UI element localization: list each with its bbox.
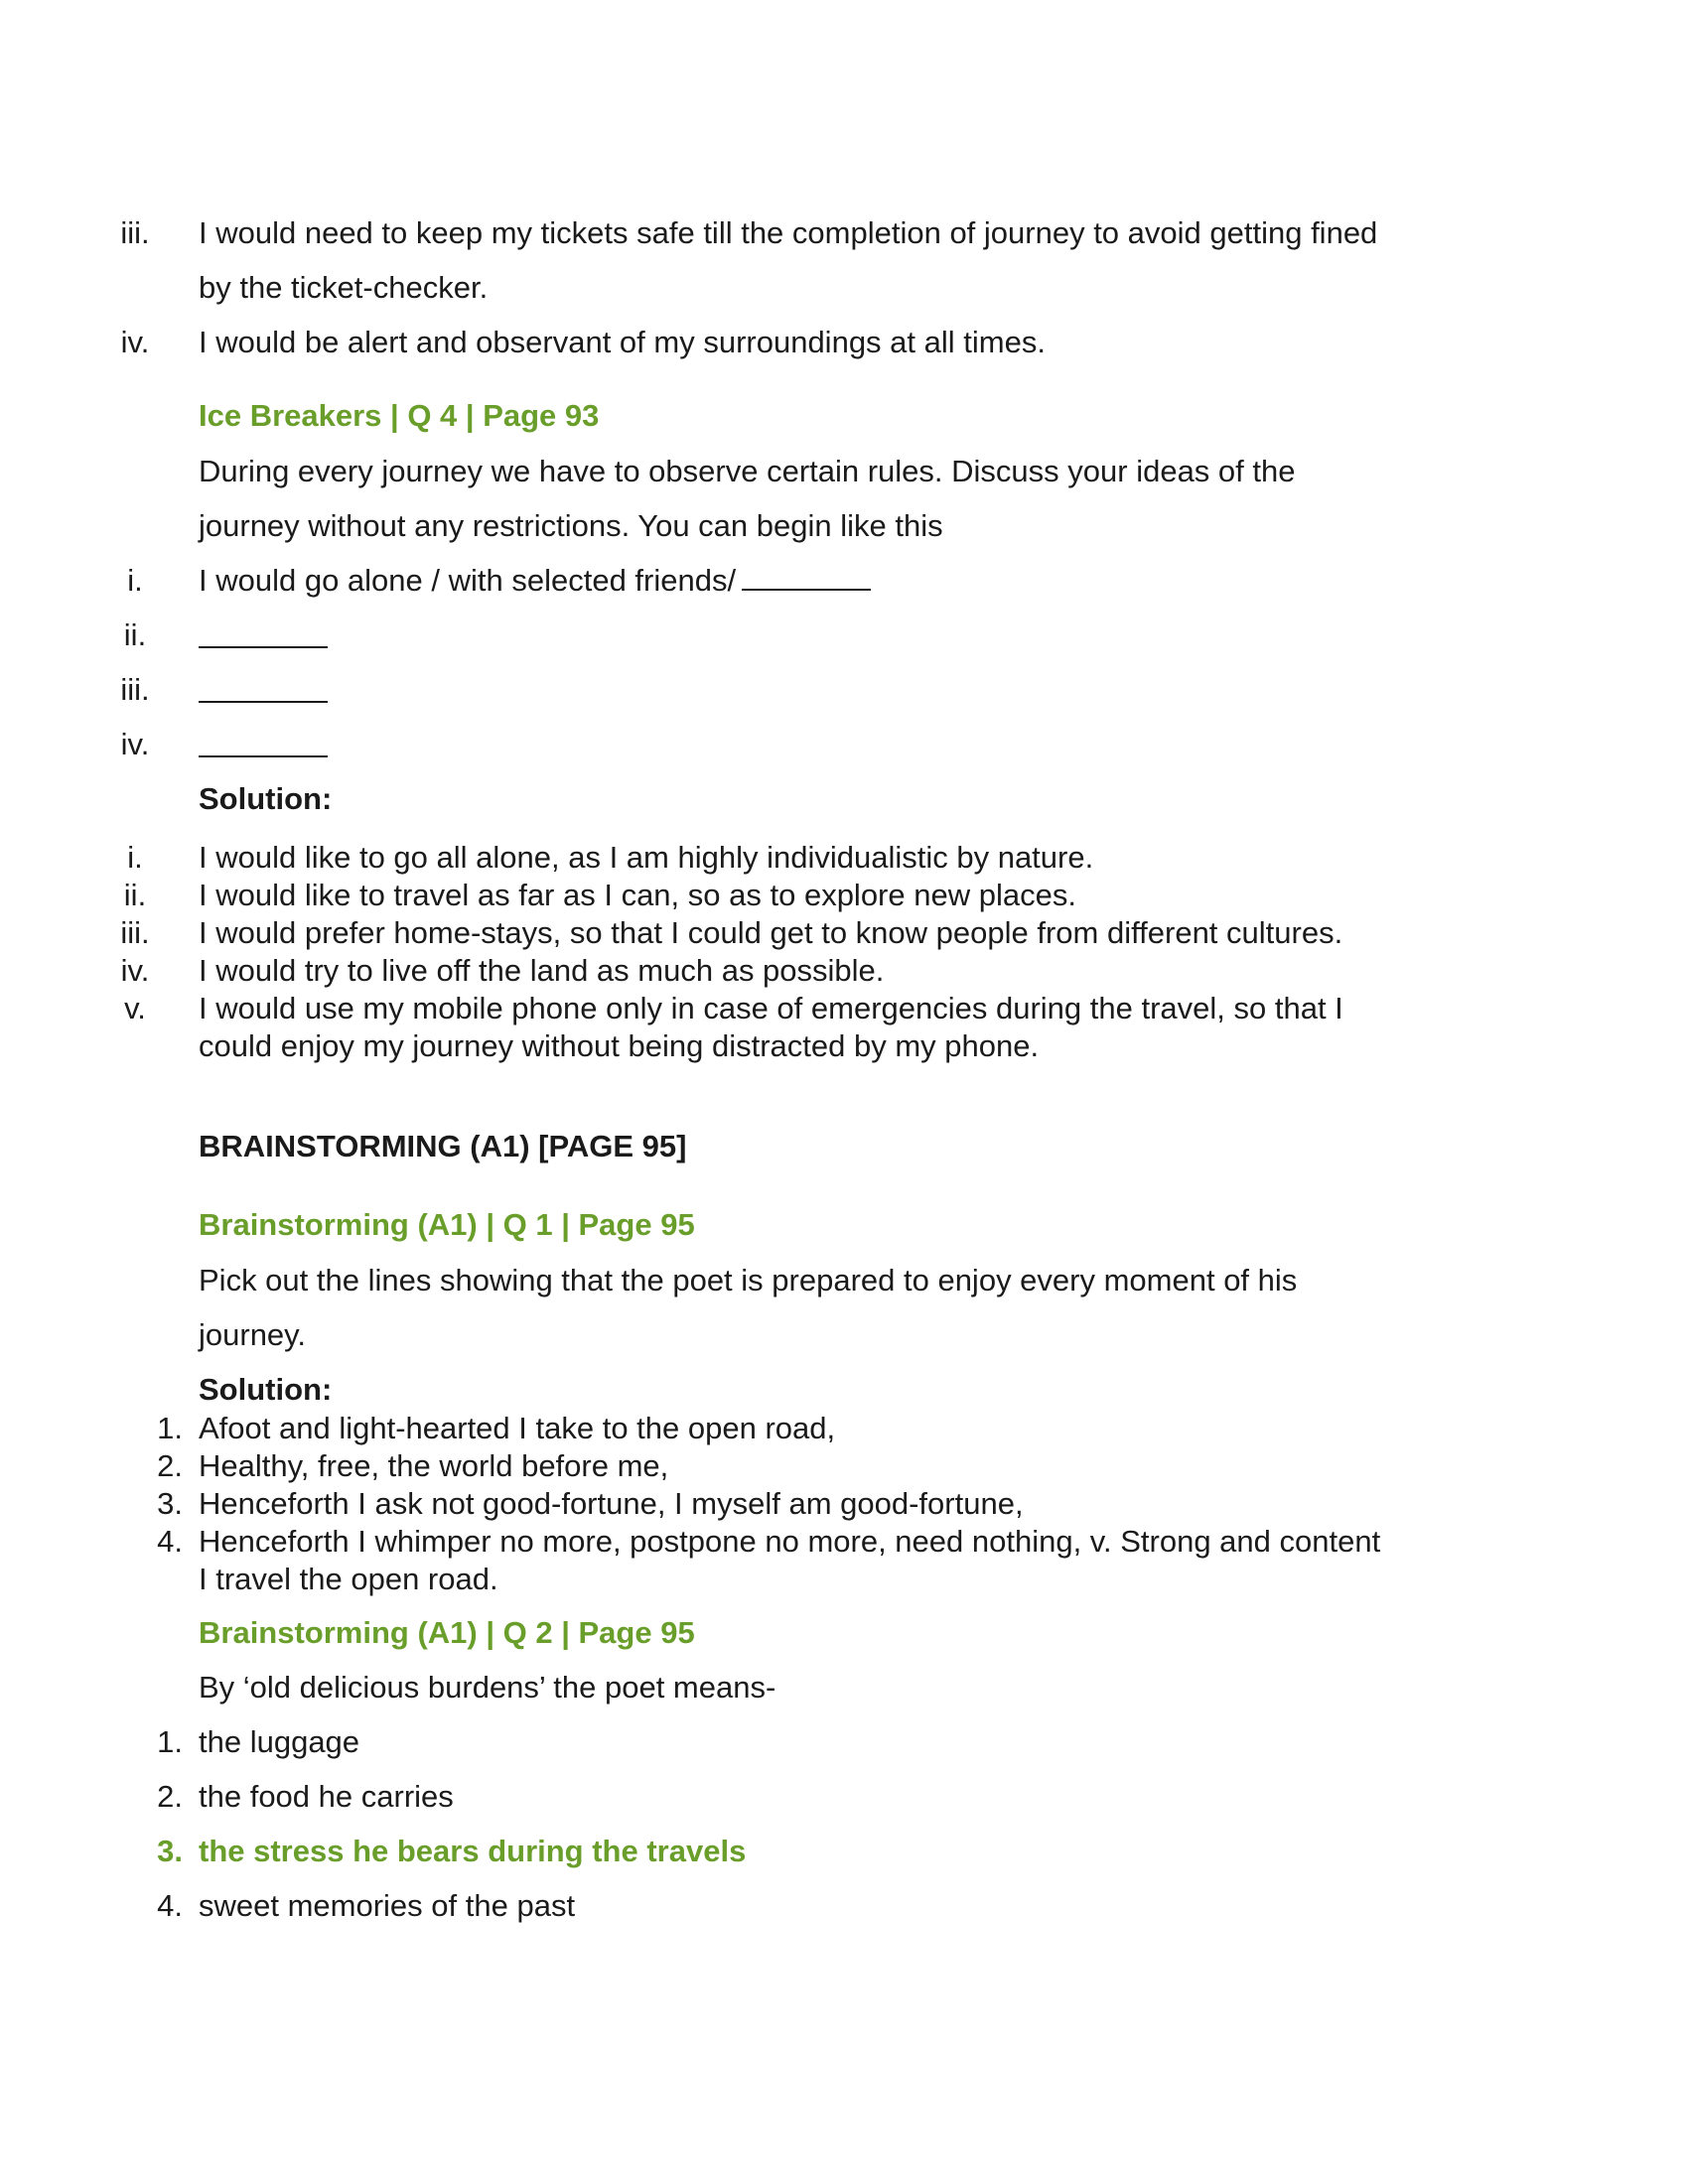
question-prompt-continued: journey without any restrictions. You can begin like this (199, 508, 943, 543)
option-text: sweet memories of the past (199, 1888, 576, 1923)
list-number: iii. (120, 915, 150, 950)
option-number: 4. (157, 1888, 183, 1923)
fill-blank (199, 671, 328, 703)
list-number: iv. (120, 953, 150, 988)
prompt-item-text: I would go alone / with selected friends/ (199, 563, 737, 598)
list-item-text-continued: by the ticket-checker. (199, 270, 489, 305)
prompt-item (199, 726, 1489, 766)
solution-label: Solution: (199, 1372, 333, 1407)
list-number: 3. (157, 1486, 183, 1521)
correct-option-number: 3. (157, 1834, 183, 1868)
list-number: ii. (123, 617, 147, 652)
solution-item: Healthy, free, the world before me, (199, 1448, 669, 1483)
correct-option-text: the stress he bears during the travels (199, 1834, 747, 1868)
solution-item: I would try to live off the land as much as possible. (199, 953, 885, 988)
prompt-item (199, 562, 1489, 600)
solution-item: Afoot and light-hearted I take to the open road, (199, 1411, 836, 1445)
question-heading: Ice Breakers | Q 4 | Page 93 (199, 398, 600, 433)
solution-item: I would prefer home-stays, so that I could get to know people from different cultures. (199, 915, 1343, 950)
option-text: the luggage (199, 1724, 360, 1759)
question-heading: Brainstorming (A1) | Q 2 | Page 95 (199, 1615, 695, 1650)
list-number: 2. (157, 1448, 183, 1483)
fill-blank (199, 726, 328, 757)
list-number: i. (127, 563, 143, 598)
list-item-text: I would be alert and observant of my surroundings at all times. (199, 325, 1046, 359)
solution-item: I would use my mobile phone only in case of emergencies during the travel, so that I (199, 991, 1343, 1025)
solution-label: Solution: (199, 781, 333, 816)
list-item-text: I would need to keep my tickets safe till the completion of journey to avoid getting fined (199, 215, 1378, 250)
section-heading: BRAINSTORMING (A1) [PAGE 95] (199, 1129, 687, 1163)
prompt-item (199, 671, 1489, 712)
solution-item-continued: I travel the open road. (199, 1562, 498, 1596)
option-number: 1. (157, 1724, 183, 1759)
solution-item: I would like to travel as far as I can, so as to explore new places. (199, 878, 1076, 912)
list-number: iv. (120, 325, 150, 359)
question-prompt: During every journey we have to observe certain rules. Discuss your ideas of the (199, 454, 1296, 488)
question-heading: Brainstorming (A1) | Q 1 | Page 95 (199, 1207, 695, 1242)
solution-item: Henceforth I whimper no more, postpone no more, need nothing, v. Strong and content (199, 1524, 1381, 1559)
fill-blank (199, 616, 328, 648)
solution-item: Henceforth I ask not good-fortune, I myself am good-fortune, (199, 1486, 1024, 1521)
solution-item: I would like to go all alone, as I am highly individualistic by nature. (199, 840, 1094, 875)
list-number: iv. (120, 727, 150, 761)
question-prompt: By ‘old delicious burdens’ the poet means- (199, 1670, 776, 1705)
solution-item-continued: could enjoy my journey without being distracted by my phone. (199, 1028, 1040, 1063)
option-number: 2. (157, 1779, 183, 1814)
list-number: 1. (157, 1411, 183, 1445)
list-number: 4. (157, 1524, 183, 1559)
question-prompt: Pick out the lines showing that the poet is prepared to enjoy every moment of his (199, 1263, 1298, 1297)
list-number: v. (124, 991, 146, 1025)
option-text: the food he carries (199, 1779, 454, 1814)
list-number: ii. (123, 878, 147, 912)
list-number: iii. (120, 672, 150, 707)
question-prompt-continued: journey. (199, 1317, 306, 1352)
fill-blank (742, 563, 871, 591)
prompt-item (199, 616, 1489, 657)
list-number: i. (127, 840, 143, 875)
list-number: iii. (120, 215, 150, 250)
